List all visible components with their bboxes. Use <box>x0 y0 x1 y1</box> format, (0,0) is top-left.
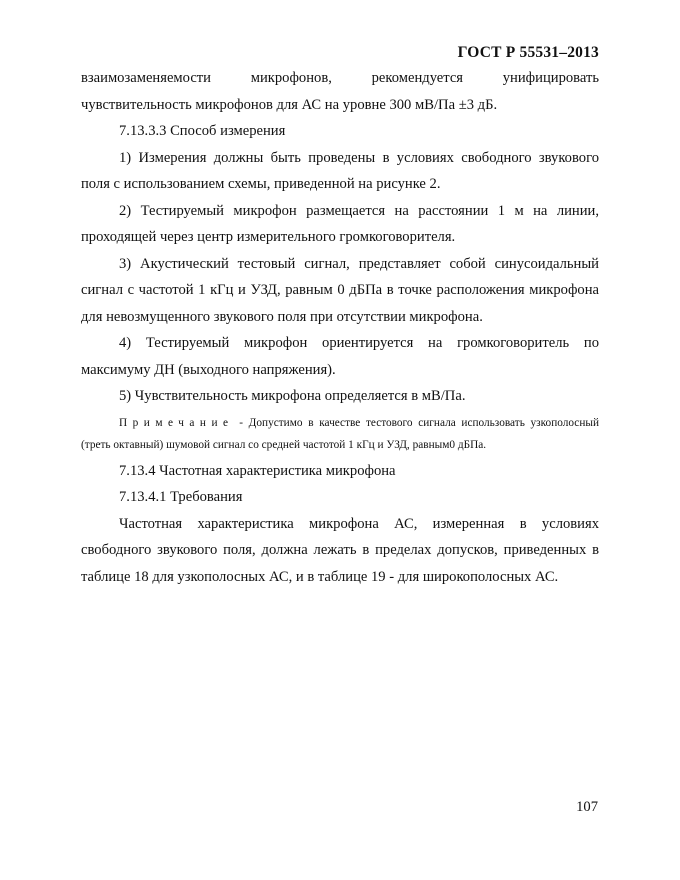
note-label: Примечание <box>119 416 234 429</box>
section-heading-requirements: 7.13.4.1 Требования <box>119 489 243 505</box>
paragraph-step-3: 3) Акустический тестовый сигнал, представляет собой синусоидальный сигнал с частотой 1 кГц и УЗД, равным 0 дБПа в точке расположения микрофона для невозмущенного звукового поля при отсутствии микрофона. <box>81 255 599 325</box>
paragraph-continuation: взаимозаменяемости микрофонов, рекомендуется унифицировать чувствительность микрофонов для АС на уровне 300 мВ/Па ±3 дБ. <box>81 70 599 113</box>
note-text: - Допустимо в качестве тестового сигнала использовать узкополосный (треть октавный) шумовой сигнал со средней частотой 1 кГц и УЗД, равным0 дБПа. <box>81 416 600 451</box>
paragraph-step-1: 1) Измерения должны быть проведены в условиях свободного звукового поля с использованием схемы, приведенной на рисунке 2. <box>81 149 599 192</box>
section-heading-frequency-response: 7.13.4 Частотная характеристика микрофона <box>119 462 396 479</box>
paragraph-frequency-requirements: Частотная характеристика микрофона АС, измеренная в условиях свободного звукового поля, должна лежать в пределах допусков, приведенных в таблице 18 для узкополосных АС, и в таблице 19 - для широкополосных АС. <box>81 515 599 585</box>
note-paragraph <box>81 412 599 456</box>
paragraph-step-4: 4) Тестируемый микрофон ориентируется на громкоговоритель по максимуму ДН (выходного напряжения). <box>81 335 599 378</box>
document-id-header: ГОСТ Р 55531–2013 <box>457 44 599 61</box>
document-body <box>81 65 599 590</box>
paragraph-step-2: 2) Тестируемый микрофон размещается на расстоянии 1 м на линии, проходящей через центр измерительного громкоговорителя. <box>81 202 599 245</box>
paragraph-step-5: 5) Чувствительность микрофона определяется в мВ/Па. <box>119 388 466 404</box>
section-heading-measurement-method: 7.13.3.3 Способ измерения <box>119 123 286 139</box>
page-number: 107 <box>576 799 598 815</box>
